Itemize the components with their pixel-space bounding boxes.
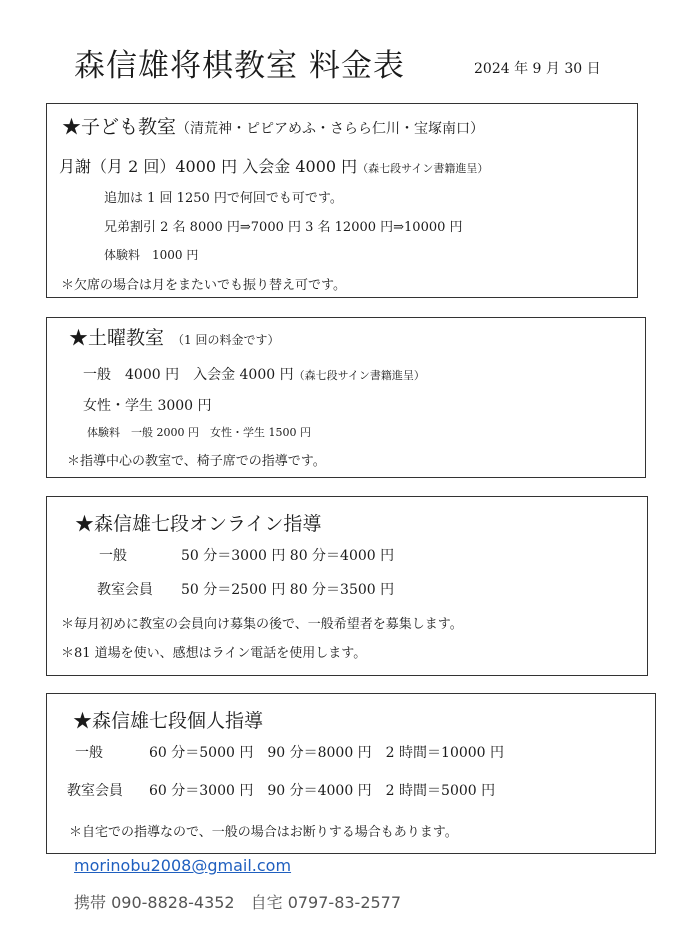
private-member-label: 教室会員	[67, 783, 123, 799]
online-note-1: ＊毎月初めに教室の会員向け募集の後で、一般希望者を募集します。	[61, 617, 463, 632]
private-member-price: 60 分＝3000 円 90 分＝4000 円 2 時間＝5000 円	[149, 783, 496, 799]
kids-note: ＊欠席の場合は月をまたいでも振り替え可です。	[61, 278, 346, 293]
private-note: ＊自宅での指導なので、一般の場合はお断りする場合もあります。	[69, 825, 458, 840]
kids-heading: ★子ども教室	[62, 116, 177, 138]
private-general-label: 一般	[75, 745, 103, 761]
kids-locations: （清荒神・ピピアめふ・さらら仁川・宝塚南口）	[176, 121, 485, 137]
document-date: 2024 年 9 月 30 日	[474, 61, 601, 77]
contact-phone: 携帯 090-8828-4352 自宅 0797-83-2577	[74, 893, 402, 912]
saturday-heading-note: （1 回の料金です）	[172, 333, 280, 347]
saturday-general-note: （森七段サイン書籍進呈）	[293, 369, 425, 382]
private-general-price: 60 分＝5000 円 90 分＝8000 円 2 時間＝10000 円	[149, 745, 505, 761]
online-member-price: 50 分＝2500 円 80 分＝3500 円	[181, 582, 395, 598]
saturday-class-section	[46, 317, 646, 478]
kids-heading-row	[62, 112, 484, 139]
kids-fee-note: （森七段サイン書籍進呈）	[357, 162, 489, 175]
kids-fee-main: 月謝（月 2 回）4000 円 入会金 4000 円	[59, 157, 358, 176]
saturday-heading: ★土曜教室	[69, 327, 165, 349]
online-heading: ★森信雄七段オンライン指導	[75, 513, 322, 535]
kids-class-section	[46, 103, 638, 298]
online-note-2: ＊81 道場を使い、感想はライン電話を使用します。	[61, 646, 367, 661]
saturday-trial-fee: 体験料 一般 2000 円 女性・学生 1500 円	[87, 426, 311, 439]
kids-sibling-discount: 兄弟割引 2 名 8000 円⇒7000 円 3 名 12000 円⇒10000 円	[104, 220, 463, 235]
page-title: 森信雄将棋教室 料金表	[74, 48, 405, 84]
saturday-general-fee: 一般 4000 円 入会金 4000 円	[83, 367, 294, 383]
kids-trial-fee: 体験料 1000 円	[104, 248, 199, 262]
kids-fee-row	[59, 154, 488, 177]
saturday-heading-row	[69, 323, 279, 350]
private-lesson-section	[46, 693, 656, 854]
contact-email-link[interactable]: morinobu2008@gmail.com	[74, 856, 292, 875]
online-member-label: 教室会員	[97, 582, 153, 598]
saturday-note: ＊指導中心の教室で、椅子席での指導です。	[67, 454, 326, 469]
saturday-general-row	[83, 364, 425, 384]
kids-extra: 追加は 1 回 1250 円で何回でも可です。	[104, 191, 343, 206]
online-lesson-section	[46, 496, 648, 676]
private-heading: ★森信雄七段個人指導	[73, 710, 264, 732]
saturday-women-students-fee: 女性・学生 3000 円	[83, 398, 212, 414]
online-general-price: 50 分＝3000 円 80 分＝4000 円	[181, 548, 395, 564]
online-general-label: 一般	[99, 548, 127, 564]
